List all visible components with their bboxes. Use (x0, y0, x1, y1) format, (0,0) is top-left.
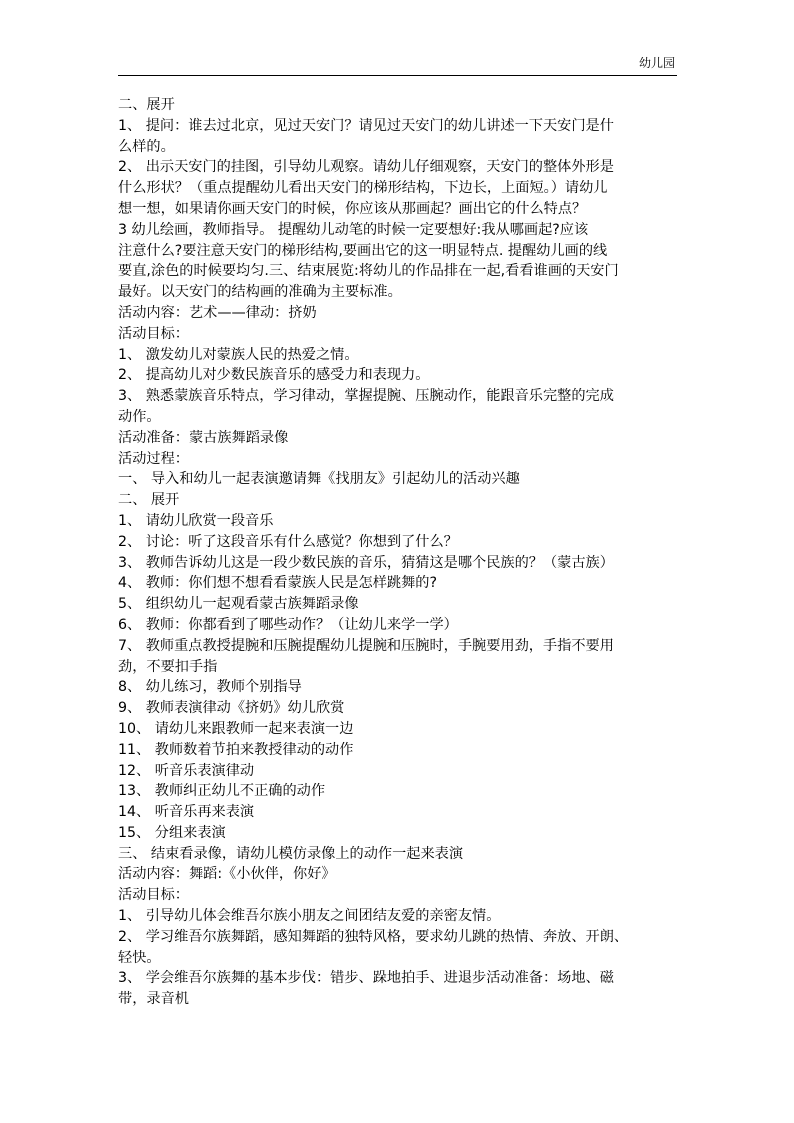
text-line: 15、 分组来表演 (118, 824, 226, 841)
text-line: 要直,涂色的时候要均匀.三、结束展览:将幼儿的作品排在一起,看看谁画的天安门 (118, 263, 619, 280)
text-line: 4、 教师：你们想不想看看蒙族人民是怎样跳舞的? (118, 575, 438, 592)
text-line: 2、 出示天安门的挂图，引导幼儿观察。请幼儿仔细观察，天安门的整体外形是 (118, 159, 614, 176)
text-line: 2、 学习维吾尔族舞蹈，感知舞蹈的独特风格，要求幼儿跳的热情、奔放、开朗、 (118, 928, 629, 945)
text-line: 2、 讨论：听了这段音乐有什么感觉？你想到了什么？ (118, 533, 458, 550)
text-line: 2、 提高幼儿对少数民族音乐的感受力和表现力。 (118, 367, 430, 384)
text-line: 13、 教师纠正幼儿不正确的动作 (118, 783, 326, 800)
text-line: 3 幼儿绘画，教师指导。 提醒幼儿动笔的时候一定要想好:我从哪画起?应该 (118, 221, 589, 238)
text-line: 动作。 (118, 408, 161, 425)
text-line: 7、 教师重点教授提腕和压腕提醒幼儿提腕和压腕时，手腕要用劲，手指不要用 (118, 637, 614, 654)
text-line: 9、 教师表演律动《挤奶》幼儿欣赏 (118, 700, 345, 717)
text-line: 活动准备：蒙古族舞蹈录像 (118, 429, 289, 446)
text-line: 8、 幼儿练习，教师个别指导 (118, 679, 302, 696)
text-line: 什么形状？（重点提醒幼儿看出天安门的梯形结构，下边长，上面短。）请幼儿 (118, 180, 608, 197)
text-line: 活动内容：艺术——律动：挤奶 (118, 304, 317, 321)
text-line: 11、 教师数着节拍来教授律动的动作 (118, 741, 354, 758)
text-line: 6、 教师：你都看到了哪些动作？（让幼儿来学一学） (118, 616, 458, 633)
text-line: 3、 学会维吾尔族舞的基本步伐：错步、跺地拍手、进退步活动准备：场地、磁 (118, 970, 614, 987)
text-line: 1、 提问：谁去过北京，见过天安门？请见过天安门的幼儿讲述一下天安门是什 (118, 117, 614, 134)
text-line: 最好。以天安门的结构画的准确为主要标准。 (118, 284, 402, 301)
text-line: 1、 引导幼儿体会维吾尔族小朋友之间团结友爱的亲密友情。 (118, 908, 501, 925)
text-line: 一、 导入和幼儿一起表演邀请舞《找朋友》引起幼儿的活动兴趣 (118, 471, 520, 488)
text-line: 劲，不要扣手指 (118, 658, 218, 675)
text-line: 活动内容：舞蹈:《小伙伴，你好》 (118, 866, 336, 883)
page-header (118, 56, 677, 76)
text-line: 5、 组织幼儿一起观看蒙古族舞蹈录像 (118, 596, 359, 613)
document-body (118, 95, 682, 1010)
text-line: 3、 教师告诉幼儿这是一段少数民族的音乐，猜猜这是哪个民族的？（蒙古族） (118, 554, 614, 571)
text-line: 二、展开 (118, 97, 175, 113)
text-line: 1、 激发幼儿对蒙族人民的热爱之情。 (118, 346, 359, 363)
text-line: 14、 听音乐再来表演 (118, 804, 255, 821)
text-line: 带，录音机 (118, 991, 189, 1008)
header-text: 幼儿园 (638, 56, 675, 70)
text-line: 二、 展开 (118, 492, 180, 509)
text-line: 活动目标： (118, 887, 189, 904)
text-line: 想一想，如果请你画天安门的时候，你应该从那画起？画出它的什么特点？ (118, 200, 587, 217)
text-line: 1、 请幼儿欣赏一段音乐 (118, 512, 274, 529)
text-line: 活动过程： (118, 450, 189, 467)
text-line: 注意什么?要注意天安门的梯形结构,要画出它的这一明显特点. 提醒幼儿画的线 (118, 242, 608, 259)
text-line: 12、 听音乐表演律动 (118, 762, 255, 779)
text-line: 3、 熟悉蒙族音乐特点，学习律动，掌握提腕、压腕动作，能跟音乐完整的完成 (118, 388, 614, 405)
text-line: 轻快。 (118, 949, 161, 966)
text-line: 三、 结束看录像，请幼儿模仿录像上的动作一起来表演 (118, 845, 464, 862)
text-line: 活动目标： (118, 325, 189, 342)
text-line: 10、 请幼儿来跟教师一起来表演一边 (118, 720, 354, 737)
text-line: 么样的。 (118, 138, 175, 155)
